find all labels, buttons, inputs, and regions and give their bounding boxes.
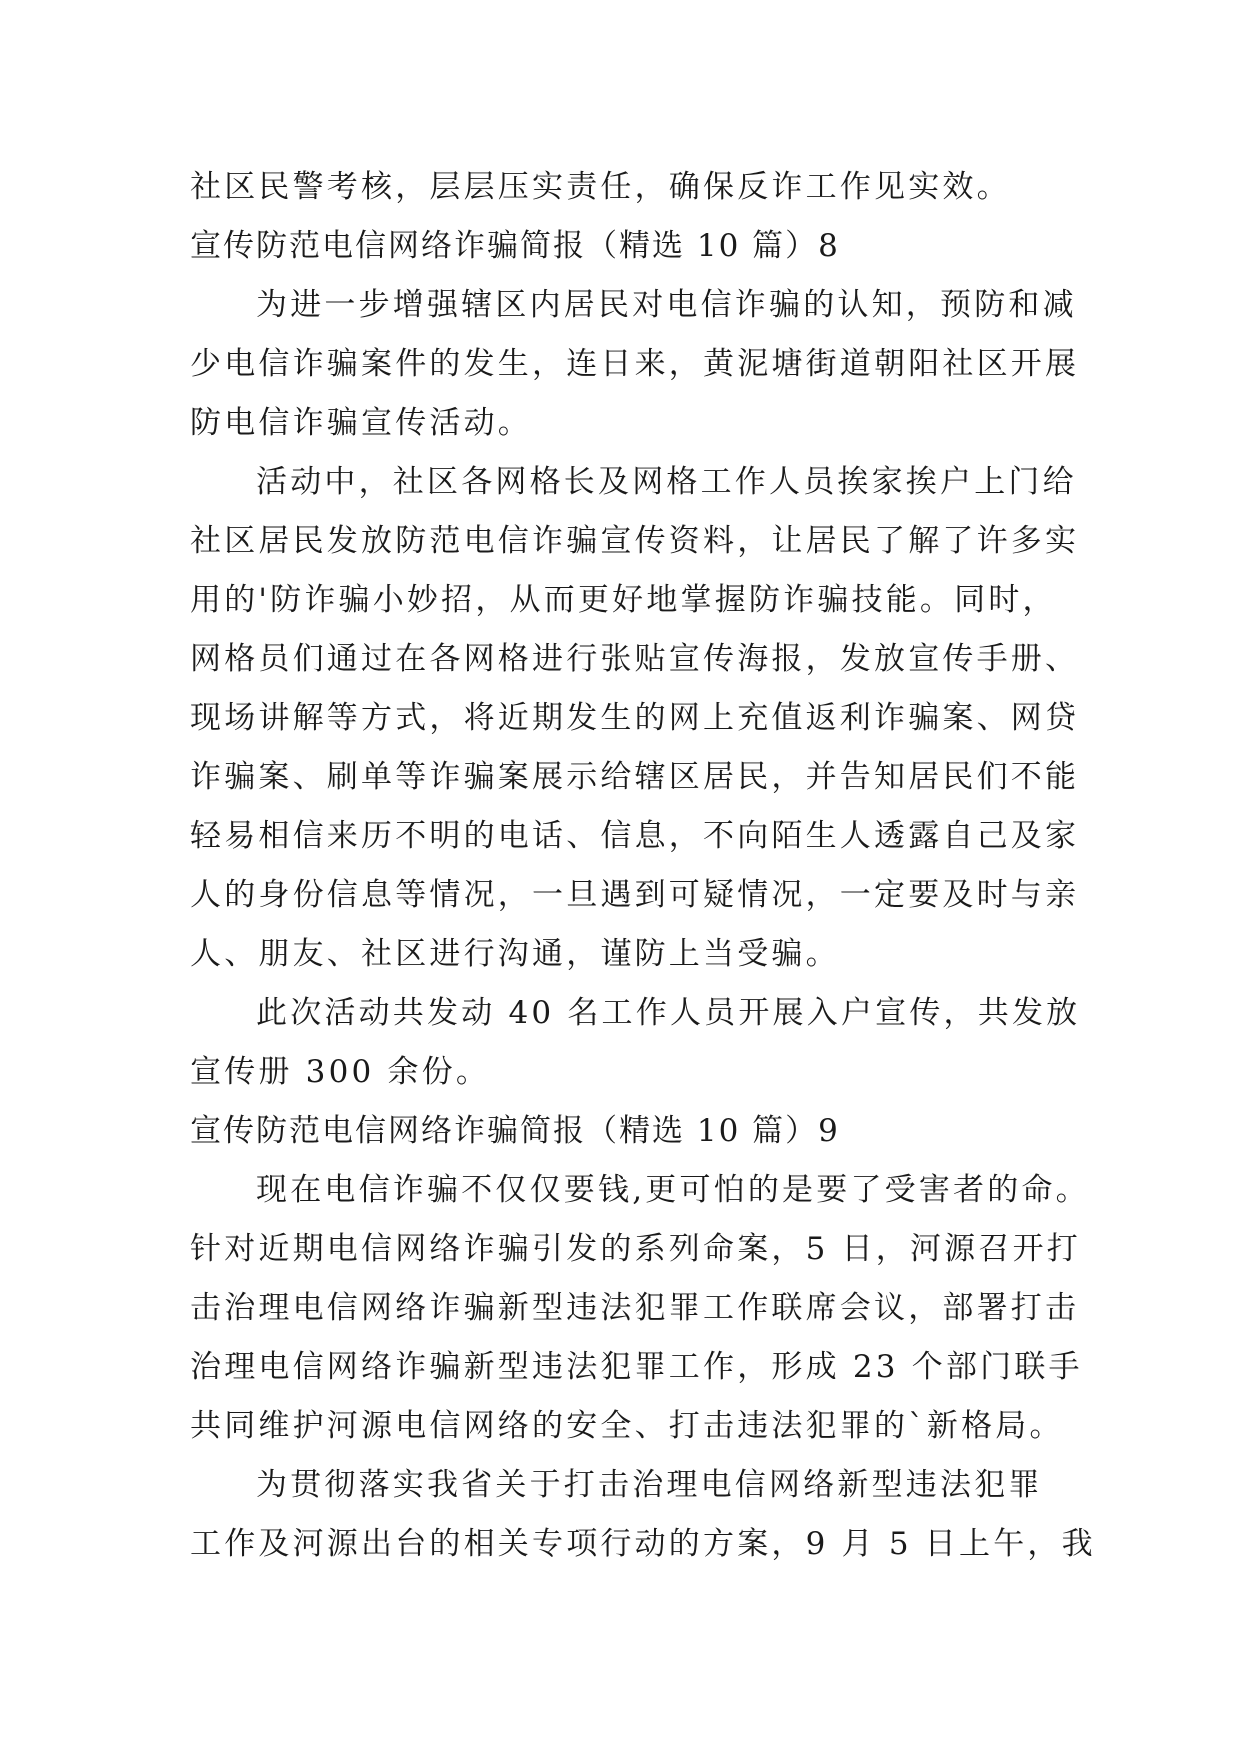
body-text-line: 针对近期电信网络诈骗引发的系列命案，5 日，河源召开打: [190, 1231, 1081, 1267]
body-text-line: 共同维护河源电信网络的安全、打击违法犯罪的`新格局。: [190, 1408, 1064, 1444]
body-text-line: 少电信诈骗案件的发生，连日来，黄泥塘街道朝阳社区开展: [190, 346, 1080, 382]
body-text-line: 现场讲解等方式，将近期发生的网上充值返利诈骗案、网贷: [190, 700, 1080, 736]
body-text-line: 防电信诈骗宣传活动。: [190, 405, 532, 441]
paragraph-first-line: 现在电信诈骗不仅仅要钱,更可怕的是要了受害者的命。: [256, 1172, 1090, 1208]
paragraph-first-line: 为贯彻落实我省关于打击治理电信网络新型违法犯罪: [256, 1467, 1043, 1503]
body-text-line: 击治理电信网络诈骗新型违法犯罪工作联席会议，部署打击: [190, 1290, 1080, 1326]
body-text-line: 人的身份信息等情况，一旦遇到可疑情况，一定要及时与亲: [190, 877, 1080, 913]
body-text-line: 治理电信网络诈骗新型违法犯罪工作，形成 23 个部门联手: [190, 1349, 1083, 1385]
body-text-line: 工作及河源出台的相关专项行动的方案，9 月 5 日上午，我: [190, 1526, 1096, 1562]
section-heading-8: 宣传防范电信网络诈骗简报（精选 10 篇）8: [190, 228, 840, 264]
paragraph-first-line: 活动中，社区各网格长及网格工作人员挨家挨户上门给: [256, 464, 1077, 500]
body-text-line: 网格员们通过在各网格进行张贴宣传海报，发放宣传手册、: [190, 641, 1080, 677]
body-text-line: 社区居民发放防范电信诈骗宣传资料，让居民了解了许多实: [190, 523, 1080, 559]
body-text-line: 用的'防诈骗小妙招，从而更好地掌握防诈骗技能。同时，: [190, 582, 1057, 618]
paragraph-first-line: 此次活动共发动 40 名工作人员开展入户宣传，共发放: [256, 995, 1081, 1031]
paragraph-first-line: 为进一步增强辖区内居民对电信诈骗的认知，预防和减: [256, 287, 1077, 323]
section-heading-9: 宣传防范电信网络诈骗简报（精选 10 篇）9: [190, 1113, 840, 1149]
body-text-line: 轻易相信来历不明的电话、信息，不向陌生人透露自己及家: [190, 818, 1080, 854]
body-text-line: 诈骗案、刷单等诈骗案展示给辖区居民，并告知居民们不能: [190, 759, 1080, 795]
body-text-line: 社区民警考核，层层压实责任，确保反诈工作见实效。: [190, 169, 1011, 205]
body-text-line: 人、朋友、社区进行沟通，谨防上当受骗。: [190, 936, 840, 972]
document-body: [190, 158, 1096, 1574]
body-text-line: 宣传册 300 余份。: [190, 1054, 491, 1090]
